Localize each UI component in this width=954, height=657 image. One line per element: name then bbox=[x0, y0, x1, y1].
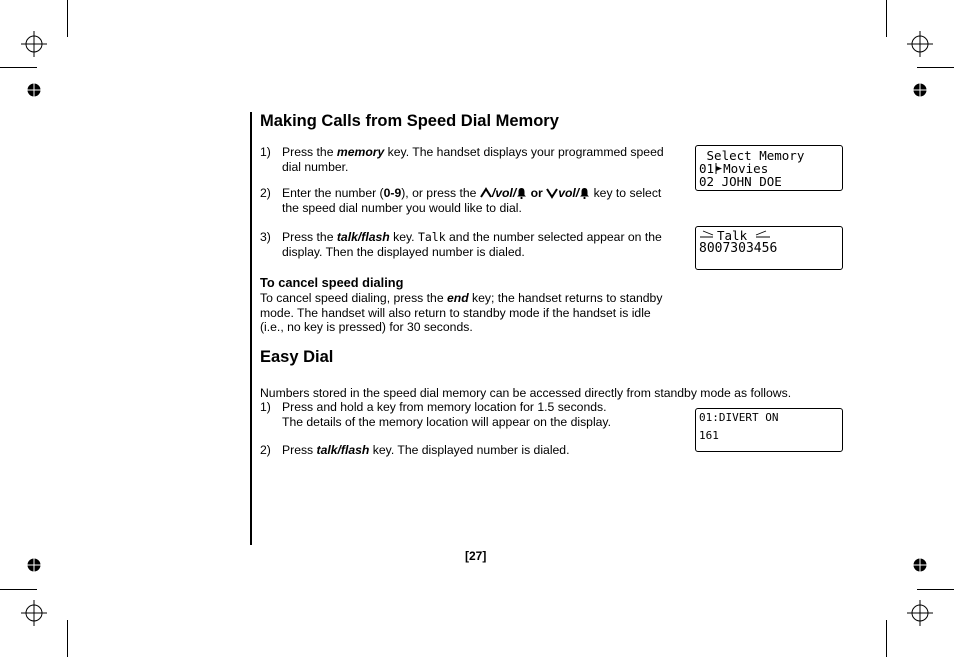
end-key: end bbox=[447, 291, 469, 305]
lcd-line3: 02 JOHN DOE bbox=[699, 174, 782, 189]
registration-dot-icon bbox=[913, 558, 927, 572]
registration-mark-icon bbox=[21, 600, 47, 626]
talk-display-text: Talk bbox=[417, 230, 446, 244]
registration-dot-icon bbox=[913, 83, 927, 97]
talk-flash-key: talk/flash bbox=[336, 230, 390, 244]
easy-dial-intro: Numbers stored in the speed dial memory can be accessed directly from standby mode as follows. bbox=[260, 386, 792, 400]
step-number: 3) bbox=[260, 230, 271, 244]
step-number: 1) bbox=[260, 400, 271, 414]
step-text: Press and hold a key from memory location for 1.5 seconds. bbox=[282, 400, 607, 414]
step-text: Press the memory key. The handset displays your programmed speed bbox=[282, 145, 664, 159]
cancel-paragraph: To cancel speed dialing, press the end key; the handset returns to standby mode. The handset will also return to standby mode if the handset is idle (i.e., no key is pressed) for 30 seconds. bbox=[260, 291, 663, 334]
easy-step-2 bbox=[260, 443, 692, 459]
page-number: [27] bbox=[465, 549, 487, 563]
step-1 bbox=[260, 145, 692, 177]
registration-dot-icon bbox=[27, 83, 41, 97]
registration-mark-icon bbox=[907, 31, 933, 57]
lcd-line2: 8007303456 bbox=[699, 241, 778, 256]
ringer-bell-icon bbox=[516, 187, 527, 199]
step-text: Press the talk/flash key. Talk and the number selected appear on the bbox=[282, 230, 662, 244]
step-number: 2) bbox=[260, 186, 271, 200]
registration-mark-icon bbox=[907, 600, 933, 626]
ringer-bell-icon bbox=[579, 187, 590, 199]
lcd-line1: Talk bbox=[717, 228, 748, 243]
easy-step-1 bbox=[260, 400, 692, 432]
step-number: 2) bbox=[260, 443, 271, 457]
lcd-line2: 01 Movies bbox=[699, 161, 769, 176]
step-text: Enter the number (0-9), or press the /vol/ or vol/ key to select bbox=[282, 186, 662, 200]
section-title-speed-dial: Making Calls from Speed Dial Memory bbox=[260, 112, 559, 130]
lcd-talk bbox=[695, 226, 843, 270]
memory-key: memory bbox=[336, 145, 385, 159]
lcd-easy-dial bbox=[695, 408, 843, 452]
section-title-easy-dial: Easy Dial bbox=[260, 348, 334, 366]
up-arrow-icon bbox=[480, 187, 492, 199]
step-text-line2: display. Then the displayed number is dialed. bbox=[282, 244, 525, 259]
cancel-heading: To cancel speed dialing bbox=[260, 275, 404, 290]
margin-rule bbox=[250, 112, 252, 545]
lcd-line2: 161 bbox=[699, 429, 719, 442]
step-text: Press talk/flash key. The displayed number is dialed. bbox=[282, 443, 570, 457]
step-text-line2: dial number. bbox=[282, 159, 349, 174]
lcd-select-memory bbox=[695, 145, 843, 191]
step-text-line2: the speed dial number you would like to dial. bbox=[282, 201, 522, 215]
step-number: 1) bbox=[260, 145, 271, 159]
lcd-line1: 01:DIVERT ON bbox=[699, 411, 779, 424]
step-3 bbox=[260, 230, 692, 262]
registration-mark-icon bbox=[21, 31, 47, 57]
talk-flash-key: talk/flash bbox=[316, 443, 370, 457]
lcd-line1: Select Memory bbox=[699, 148, 805, 163]
step-2 bbox=[260, 186, 694, 218]
registration-dot-icon bbox=[27, 558, 41, 572]
cursor-arrow-icon bbox=[714, 163, 723, 174]
down-arrow-icon bbox=[546, 187, 558, 199]
step-text-line2: The details of the memory location will appear on the display. bbox=[282, 414, 612, 429]
